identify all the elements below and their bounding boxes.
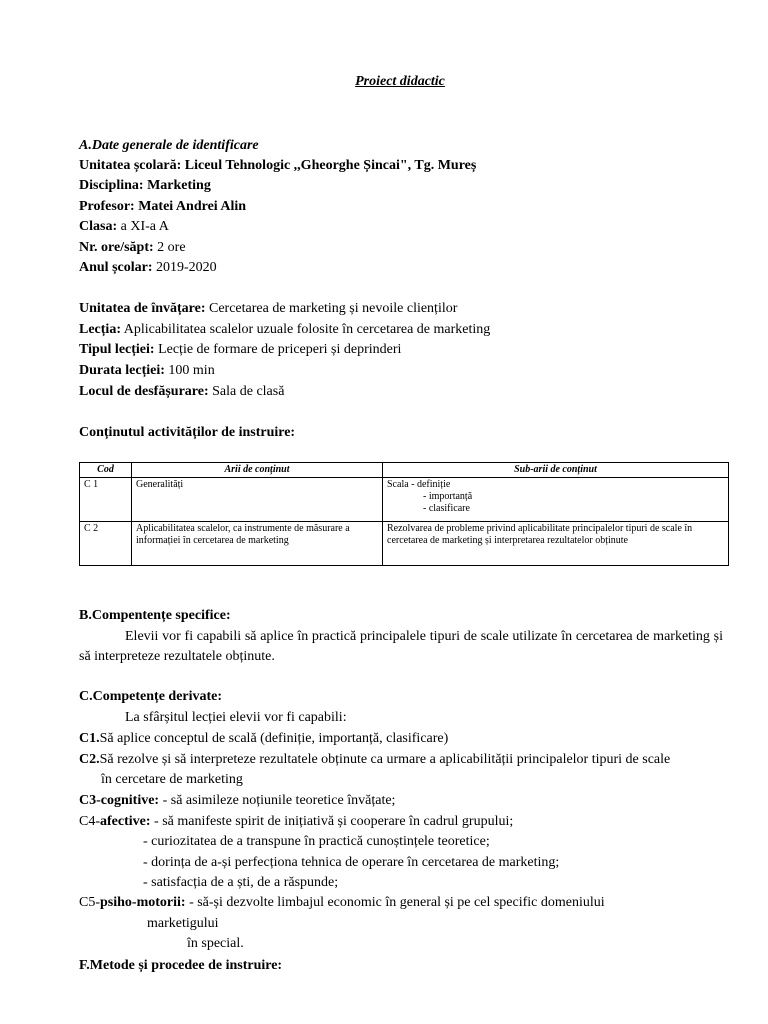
lesson-row — [79, 321, 490, 339]
section-c-heading: C.Competențe derivate: — [79, 689, 223, 704]
table-cell-code: C 1 — [80, 478, 132, 522]
table-header-code: Cod — [80, 463, 132, 478]
section-a-heading: A.Date generale de identificare — [79, 138, 259, 153]
section-f-heading: F.Metode și procedee de instruire: — [79, 958, 283, 973]
c5-prefix: C5- — [79, 895, 100, 910]
section-b-text: Elevii vor fi capabili să aplice în practică principalele tipuri de scale utilizate în cercetarea de marketing și să interpreteze rezultatele obținute. — [79, 629, 723, 664]
c1-label: C1. — [79, 731, 100, 746]
place-label: Locul de desfășurare: — [79, 384, 209, 399]
section-b-heading: B.Compentențe specifice: — [79, 608, 231, 623]
unit-row — [79, 300, 457, 318]
c4-item: - dorința de a-și perfecționa tehnica de operare în cercetarea de marketing; — [143, 855, 560, 870]
lesson-label: Lecția: — [79, 322, 121, 337]
class-row — [79, 218, 169, 236]
c2-row — [79, 751, 670, 769]
table-cell-sub: Rezolvarea de probleme privind aplicabilitate principalelor tipuri de scale în cercetarea de marketing și interpretarea rezultatelor obținute — [383, 522, 729, 566]
c1-text: Să aplice conceptul de scală (definiție, importanță, clasificare) — [99, 731, 449, 746]
c3-row — [79, 792, 395, 810]
c4-prefix: C4- — [79, 814, 100, 829]
table-row — [80, 478, 729, 522]
class-label: Clasa: — [79, 219, 118, 234]
content-heading: Conținutul activităților de instruire: — [79, 425, 296, 440]
document-title: Proiect didactic — [355, 74, 445, 89]
c2-text: Să rezolve și să interpreteze rezultatele obținute ca urmare a aplicabilității principalelor tipuri de scale — [99, 752, 671, 767]
duration-label: Durata lecției: — [79, 363, 165, 378]
table-row — [80, 522, 729, 566]
teacher-row — [79, 198, 246, 216]
c4-item: - satisfacția de a ști, de a răspunde; — [143, 875, 339, 890]
discipline-row — [79, 177, 211, 195]
section-c-intro: La sfârșitul lecției elevii vor fi capabili: — [125, 710, 347, 725]
c3-label: C3-cognitive: — [79, 793, 160, 808]
table-header-sub: Sub-arii de conținut — [383, 463, 729, 478]
lesson-value: Aplicabilitatea scalelor uzuale folosite în cercetarea de marketing — [123, 322, 491, 337]
c5-text: - să-și dezvolte limbajul economic în general și pe cel specific domeniului — [185, 895, 605, 910]
teacher-label: Profesor: — [79, 199, 135, 214]
hours-row — [79, 239, 186, 257]
table-cell-sub — [383, 478, 729, 522]
c4-label: afective: — [100, 814, 151, 829]
sub-item: Scala - definiție — [387, 479, 451, 490]
c2-continuation: în cercetare de marketing — [101, 772, 243, 787]
type-row — [79, 341, 401, 359]
school-row — [79, 157, 476, 175]
c5-continuation: marketigului — [147, 916, 219, 931]
discipline-value: Marketing — [147, 178, 211, 193]
table-header-area: Arii de conținut — [132, 463, 383, 478]
school-value: Liceul Tehnologic ,,Gheorghe Șincai", Tg. Mureș — [184, 158, 477, 173]
c2-label: C2. — [79, 752, 100, 767]
type-label: Tipul lecției: — [79, 342, 155, 357]
type-value: Lecție de formare de priceperi și deprinderi — [158, 342, 402, 357]
table-cell-area: Generalități — [132, 478, 383, 522]
class-value: a XI-a A — [120, 219, 169, 234]
duration-value: 100 min — [168, 363, 215, 378]
unit-value: Cercetarea de marketing și nevoile clienților — [209, 301, 458, 316]
year-value: 2019-2020 — [156, 260, 217, 275]
hours-value: 2 ore — [157, 240, 186, 255]
unit-label: Unitatea de învățare: — [79, 301, 206, 316]
table-header-row — [80, 463, 729, 478]
school-label: Unitatea școlară: — [79, 158, 182, 173]
duration-row — [79, 362, 215, 380]
c3-text: - să asimileze noțiunile teoretice învățate; — [159, 793, 396, 808]
content-table — [79, 462, 729, 566]
place-row — [79, 383, 284, 401]
table-cell-code: C 2 — [80, 522, 132, 566]
place-value: Sala de clasă — [212, 384, 285, 399]
sub-item: - clasificare — [423, 503, 470, 514]
c5-row — [79, 894, 605, 912]
c4-item: - curiozitatea de a transpune în practică cunoștințele teoretice; — [143, 834, 490, 849]
c5-label: psiho-motorii: — [100, 895, 186, 910]
table-cell-area: Aplicabilitatea scalelor, ca instrumente de măsurare a informației în cercetarea de marketing — [132, 522, 383, 566]
sub-item: - importanță — [423, 491, 473, 502]
year-row — [79, 259, 217, 277]
hours-label: Nr. ore/săpt: — [79, 240, 154, 255]
c5-continuation: în special. — [187, 936, 244, 951]
year-label: Anul școlar: — [79, 260, 153, 275]
c1-row — [79, 730, 448, 748]
discipline-label: Disciplina: — [79, 178, 144, 193]
c4-text: - să manifeste spirit de inițiativă și cooperare în cadrul grupului; — [150, 814, 514, 829]
teacher-value: Matei Andrei Alin — [138, 199, 247, 214]
c4-row — [79, 813, 513, 831]
